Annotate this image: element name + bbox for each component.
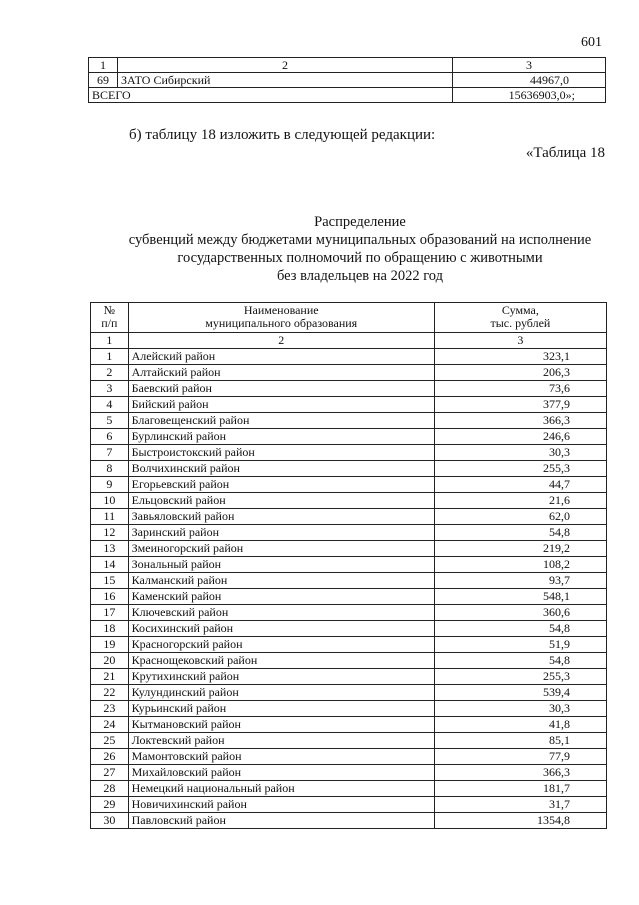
amendment-instruction: б) таблицу 18 изложить в следующей редакции: [129, 127, 436, 143]
row-number: 28 [91, 781, 129, 797]
table-row [91, 525, 607, 541]
subvention-sum: 255,3 [434, 669, 606, 685]
subvention-sum: 246,6 [434, 429, 606, 445]
header-cell-sum [434, 303, 606, 333]
total-label: ВСЕГО [89, 88, 453, 103]
row-number: 15 [91, 573, 129, 589]
header-cell-number [91, 303, 129, 333]
municipality-name: Михайловский район [128, 765, 434, 781]
table-row [91, 797, 607, 813]
table-row [91, 445, 607, 461]
table-header-row [91, 303, 607, 333]
subvention-sum: 54,8 [434, 621, 606, 637]
subvention-sum: 51,9 [434, 637, 606, 653]
row-number: 23 [91, 701, 129, 717]
table-heading [90, 213, 630, 285]
table-row [91, 557, 607, 573]
subvention-sum: 323,1 [434, 349, 606, 365]
row-number: 6 [91, 429, 129, 445]
municipality-name: Благовещенский район [128, 413, 434, 429]
row-number: 1 [91, 349, 129, 365]
municipality-name: Быстроистокский район [128, 445, 434, 461]
table-row [91, 717, 607, 733]
municipality-name: Ключевский район [128, 605, 434, 621]
municipality-name: Егорьевский район [128, 477, 434, 493]
municipality-name: Калманский район [128, 573, 434, 589]
row-number: 26 [91, 749, 129, 765]
table-row [91, 781, 607, 797]
table-row [91, 413, 607, 429]
table-row [91, 493, 607, 509]
row-number: 2 [91, 365, 129, 381]
total-sum: 15636903,0»; [453, 88, 606, 103]
municipality-name: Зональный район [128, 557, 434, 573]
municipality-name: Бийский район [128, 397, 434, 413]
municipality-name: Волчихинский район [128, 461, 434, 477]
subvention-sum: 206,3 [434, 365, 606, 381]
row-number: 17 [91, 605, 129, 621]
municipality-name: Баевский район [128, 381, 434, 397]
heading-line: субвенций между бюджетами муниципальных образований на исполнение [128, 232, 592, 248]
table-cell: 69 [89, 73, 118, 88]
municipality-name: Немецкий национальный район [128, 781, 434, 797]
municipality-name: Красногорский район [128, 637, 434, 653]
row-number: 8 [91, 461, 129, 477]
table-row [91, 637, 607, 653]
table-row [91, 349, 607, 365]
subvention-sum: 366,3 [434, 765, 606, 781]
table-column-numbers-row [91, 333, 607, 349]
table-row [91, 621, 607, 637]
table-row [91, 749, 607, 765]
table-row [89, 73, 606, 88]
header-text: тыс. рублей [490, 316, 551, 330]
table-cell: 1 [91, 333, 129, 349]
table-row [91, 733, 607, 749]
table-cell: 44967,0 [453, 73, 606, 88]
table-column-numbers-row [89, 58, 606, 73]
subvention-sum: 77,9 [434, 749, 606, 765]
table-row [91, 541, 607, 557]
municipality-name: Кытмановский район [128, 717, 434, 733]
table-cell: 3 [453, 58, 606, 73]
header-text: № [103, 303, 116, 317]
municipality-name: Каменский район [128, 589, 434, 605]
subvention-sum: 366,3 [434, 413, 606, 429]
table-row [91, 429, 607, 445]
previous-table-fragment [88, 57, 606, 103]
row-number: 18 [91, 621, 129, 637]
municipality-name: Новичихинский район [128, 797, 434, 813]
municipality-name: Павловский район [128, 813, 434, 829]
table-row [91, 461, 607, 477]
header-text: Сумма, [501, 303, 539, 317]
page-number: 601 [581, 35, 602, 50]
header-text: муниципального образования [205, 316, 358, 330]
row-number: 27 [91, 765, 129, 781]
table-row [91, 813, 607, 829]
table-row [91, 573, 607, 589]
municipality-name: Крутихинский район [128, 669, 434, 685]
subvention-sum: 73,6 [434, 381, 606, 397]
table-row [91, 365, 607, 381]
table-row [91, 669, 607, 685]
municipality-name: Алтайский район [128, 365, 434, 381]
subvention-sum: 41,8 [434, 717, 606, 733]
table-row [91, 589, 607, 605]
table-row [91, 653, 607, 669]
table-cell: ЗАТО Сибирский [118, 73, 453, 88]
subvention-sum: 108,2 [434, 557, 606, 573]
subvention-sum: 360,6 [434, 605, 606, 621]
header-text: п/п [101, 316, 118, 330]
row-number: 7 [91, 445, 129, 461]
subvention-sum: 21,6 [434, 493, 606, 509]
row-number: 12 [91, 525, 129, 541]
table-cell: 2 [118, 58, 453, 73]
municipality-name: Мамонтовский район [128, 749, 434, 765]
table-row [91, 685, 607, 701]
row-number: 19 [91, 637, 129, 653]
table-row [91, 701, 607, 717]
header-text: Наименование [243, 303, 319, 317]
municipality-name: Алейский район [128, 349, 434, 365]
municipality-name: Завьяловский район [128, 509, 434, 525]
row-number: 25 [91, 733, 129, 749]
row-number: 24 [91, 717, 129, 733]
subvention-sum: 219,2 [434, 541, 606, 557]
subvention-table [90, 302, 607, 829]
row-number: 13 [91, 541, 129, 557]
table-total-row [89, 88, 606, 103]
municipality-name: Локтевский район [128, 733, 434, 749]
subvention-sum: 30,3 [434, 445, 606, 461]
row-number: 22 [91, 685, 129, 701]
row-number: 10 [91, 493, 129, 509]
municipality-name: Заринский район [128, 525, 434, 541]
row-number: 14 [91, 557, 129, 573]
subvention-sum: 255,3 [434, 461, 606, 477]
table-cell: 1 [89, 58, 118, 73]
municipality-name: Косихинский район [128, 621, 434, 637]
table-row [91, 397, 607, 413]
municipality-name: Кулундинский район [128, 685, 434, 701]
municipality-name: Ельцовский район [128, 493, 434, 509]
row-number: 16 [91, 589, 129, 605]
subvention-sum: 62,0 [434, 509, 606, 525]
municipality-name: Змеиногорский район [128, 541, 434, 557]
subvention-sum: 30,3 [434, 701, 606, 717]
subvention-sum: 93,7 [434, 573, 606, 589]
subvention-sum: 548,1 [434, 589, 606, 605]
table-row [91, 765, 607, 781]
subvention-sum: 539,4 [434, 685, 606, 701]
table-row [91, 605, 607, 621]
header-cell-name [128, 303, 434, 333]
heading-line: Распределение [314, 214, 406, 230]
row-number: 11 [91, 509, 129, 525]
table-row [91, 381, 607, 397]
subvention-sum: 181,7 [434, 781, 606, 797]
heading-line: без владельцев на 2022 год [276, 268, 444, 284]
row-number: 5 [91, 413, 129, 429]
subvention-sum: 44,7 [434, 477, 606, 493]
table-cell: 2 [128, 333, 434, 349]
subvention-sum: 85,1 [434, 733, 606, 749]
row-number: 4 [91, 397, 129, 413]
table-cell: 3 [434, 333, 606, 349]
row-number: 20 [91, 653, 129, 669]
subvention-sum: 1354,8 [434, 813, 606, 829]
row-number: 30 [91, 813, 129, 829]
subvention-sum: 31,7 [434, 797, 606, 813]
row-number: 9 [91, 477, 129, 493]
municipality-name: Бурлинский район [128, 429, 434, 445]
row-number: 3 [91, 381, 129, 397]
table-row [91, 477, 607, 493]
table-label: «Таблица 18 [525, 145, 605, 161]
subvention-sum: 377,9 [434, 397, 606, 413]
table-row [91, 509, 607, 525]
table-body [91, 349, 607, 829]
subvention-sum: 54,8 [434, 525, 606, 541]
subvention-sum: 54,8 [434, 653, 606, 669]
row-number: 21 [91, 669, 129, 685]
heading-line: государственных полномочий по обращению с животными [177, 250, 543, 266]
municipality-name: Краснощековский район [128, 653, 434, 669]
municipality-name: Курьинский район [128, 701, 434, 717]
row-number: 29 [91, 797, 129, 813]
